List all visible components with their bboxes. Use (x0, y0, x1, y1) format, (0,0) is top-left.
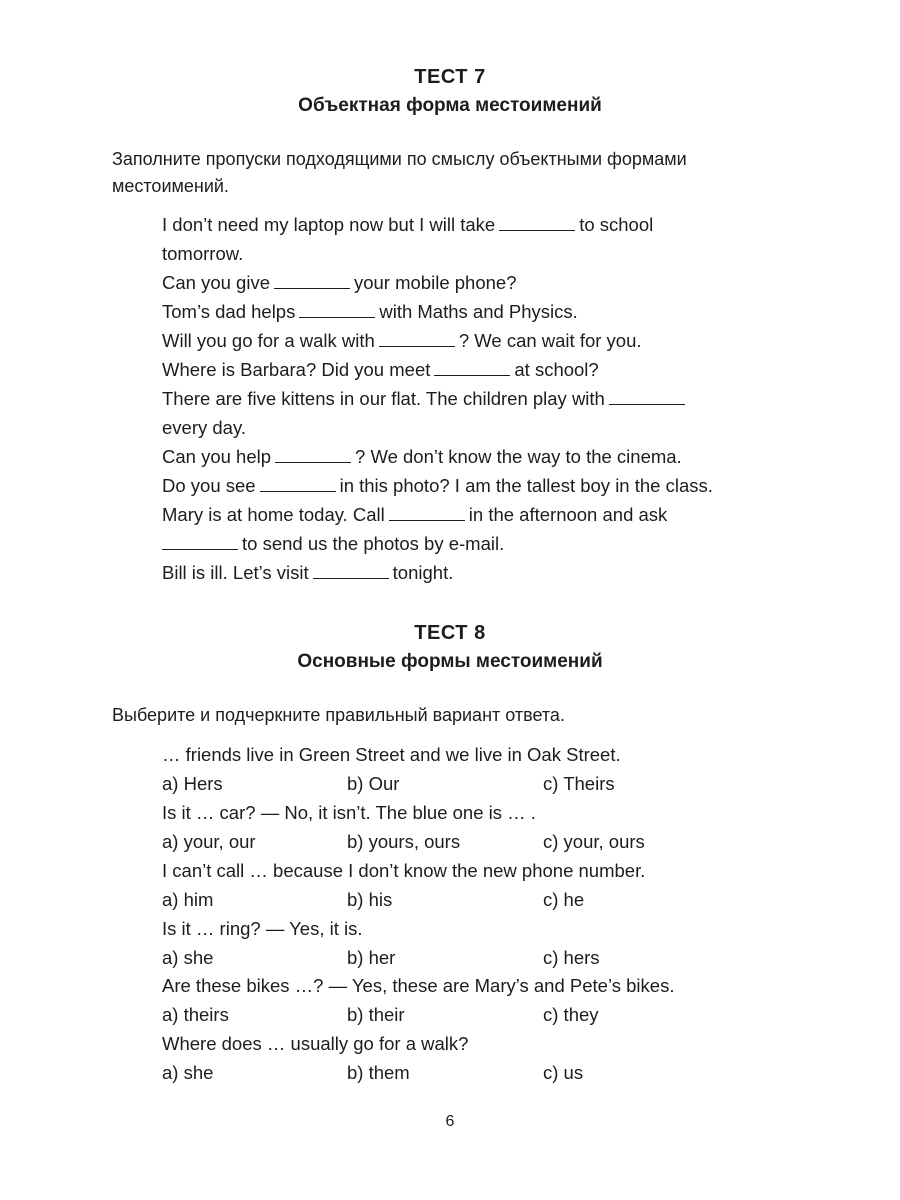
question-text: Is it … ring? — Yes, it is. (162, 918, 363, 939)
option-c[interactable]: c) he (543, 889, 585, 910)
answer-blank[interactable] (274, 287, 350, 289)
test8-subtitle: Основные формы местоимений (297, 651, 603, 672)
test8-title: ТЕСТ 8 (414, 622, 486, 644)
item-text: There are five kittens in our flat. The children play with (162, 388, 605, 409)
option-a[interactable]: a) him (162, 889, 214, 910)
option-b[interactable]: b) yours, ours (347, 831, 461, 852)
answer-blank[interactable] (609, 403, 685, 405)
answer-blank[interactable] (275, 461, 351, 463)
answer-blank[interactable] (434, 374, 510, 376)
test7-item-1-continuation: tomorrow. (162, 243, 244, 264)
item-text: Can you help (162, 446, 272, 467)
item-text: Do you see (162, 475, 256, 496)
test7-title: ТЕСТ 7 (414, 66, 486, 88)
answer-blank[interactable] (299, 316, 375, 318)
item-text: your mobile phone? (353, 272, 517, 293)
item-text: Bill is ill. Let’s visit (162, 562, 309, 583)
test7-item-6-continuation: every day. (162, 417, 246, 438)
answer-blank[interactable] (389, 519, 465, 521)
option-b[interactable]: b) his (347, 889, 393, 910)
option-a[interactable]: a) theirs (162, 1004, 229, 1025)
item-text: in this photo? I am the tallest boy in the class. (339, 475, 713, 496)
option-c[interactable]: c) Theirs (543, 773, 615, 794)
page-number: 6 (445, 1113, 455, 1130)
option-c[interactable]: c) your, ours (543, 831, 645, 852)
option-c[interactable]: c) they (543, 1004, 599, 1025)
answer-blank[interactable] (499, 229, 575, 231)
answer-blank[interactable] (313, 577, 389, 579)
item-text: Mary is at home today. Call (162, 504, 385, 525)
option-c[interactable]: c) hers (543, 947, 600, 968)
test7-item-9-continuation (158, 529, 504, 558)
item-text: Can you give (162, 272, 270, 293)
option-c[interactable]: c) us (543, 1062, 584, 1083)
option-b[interactable]: b) their (347, 1004, 405, 1025)
option-b[interactable]: b) Our (347, 773, 400, 794)
question-text: Are these bikes …? — Yes, these are Mary’s and Pete’s bikes. (162, 975, 675, 996)
test7-instruction: Заполните пропуски подходящими по смыслу объектными формами местоимений. (112, 149, 687, 196)
item-text: at school? (514, 359, 599, 380)
question-text: … friends live in Green Street and we live in Oak Street. (162, 744, 621, 765)
question-text: I can’t call … because I don’t know the new phone number. (162, 860, 646, 881)
option-a[interactable]: a) she (162, 947, 214, 968)
item-text: I don’t need my laptop now but I will take (162, 214, 496, 235)
item-text: Where is Barbara? Did you meet (162, 359, 431, 380)
answer-blank[interactable] (379, 345, 455, 347)
answer-blank[interactable] (260, 490, 336, 492)
item-text: with Maths and Physics. (379, 301, 578, 322)
question-text: Is it … car? — No, it isn’t. The blue one is … . (162, 802, 536, 823)
item-text: ? We can wait for you. (458, 330, 642, 351)
item-text: tonight. (392, 562, 454, 583)
test8-instruction: Выберите и подчеркните правильный вариант ответа. (112, 705, 565, 725)
question-text: Where does … usually go for a walk? (162, 1033, 469, 1054)
item-text: to send us the photos by e-mail. (242, 533, 505, 554)
item-text: Tom’s dad helps (162, 301, 296, 322)
item-text: Will you go for a walk with (162, 330, 375, 351)
option-b[interactable]: b) them (347, 1062, 410, 1083)
answer-blank[interactable] (162, 548, 238, 550)
option-a[interactable]: a) Hers (162, 773, 223, 794)
option-a[interactable]: a) your, our (162, 831, 256, 852)
option-b[interactable]: b) her (347, 947, 396, 968)
item-text: in the afternoon and ask (468, 504, 668, 525)
test7-subtitle: Объектная форма местоимений (298, 95, 602, 116)
item-text: ? We don’t know the way to the cinema. (355, 446, 682, 467)
item-text: to school (579, 214, 654, 235)
option-a[interactable]: a) she (162, 1062, 214, 1083)
